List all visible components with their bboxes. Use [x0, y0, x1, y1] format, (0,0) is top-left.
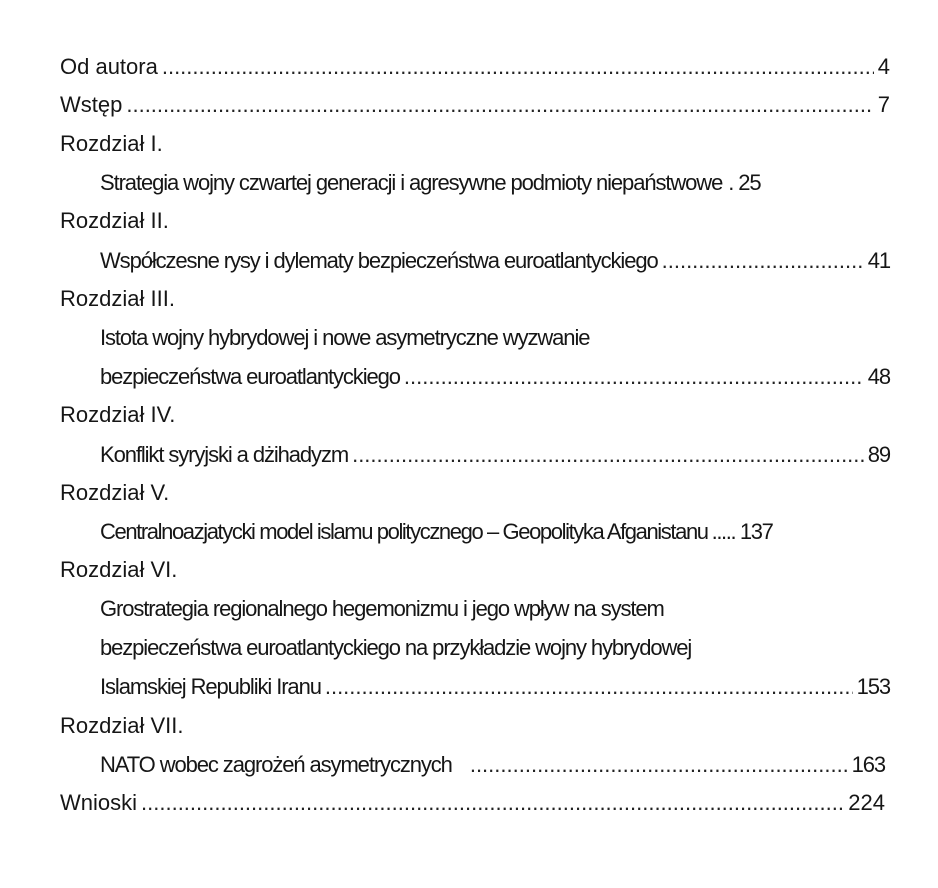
dot-leader: [470, 750, 848, 780]
chapter-label-7: Rozdział VII.: [60, 713, 184, 738]
toc-entry-title: Strategia wojny czwartej generacji i agresywne podmioty niepaństwowe: [100, 170, 723, 195]
toc-entry-title: Centralnoazjatycki model islamu politycznego – Geopolityka Afganistanu: [100, 519, 708, 544]
toc-entry-chapter-6-line-1: Grostrategia regionalnego hegemonizmu i jego wpływ na system: [100, 596, 664, 621]
dot-leader: [352, 440, 864, 470]
toc-entry-chapter-2: [100, 246, 890, 276]
toc-page-number: 48: [867, 364, 890, 389]
toc-entry-chapter-6: [100, 672, 890, 702]
toc-entry-title: Konflikt syryjski a dżihadyzm: [100, 442, 349, 467]
toc-entry-chapter-6-line-2: bezpieczeństwa euroatlantyckiego na przykładzie wojny hybrydowej: [100, 635, 692, 660]
toc-page-number: 4: [877, 54, 890, 79]
toc-entry-chapter-7: [100, 750, 885, 780]
toc-page-number: 41: [867, 248, 890, 273]
chapter-label-3: Rozdział III.: [60, 286, 175, 311]
toc-page-number: 153: [856, 674, 890, 699]
toc-entry-title: NATO wobec zagrożeń asymetrycznych: [100, 752, 452, 777]
toc-entry-title: Islamskiej Republiki Iranu: [100, 674, 321, 699]
chapter-label-4: Rozdział IV.: [60, 402, 176, 427]
dot-leader: [404, 362, 864, 392]
chapter-label-1: Rozdział I.: [60, 131, 163, 156]
toc-entry-wnioski: [60, 788, 885, 818]
chapter-label-5: Rozdział V.: [60, 480, 170, 505]
toc-page-number: . 25: [728, 170, 761, 195]
toc-entry-chapter-3-line-1: Istota wojny hybrydowej i nowe asymetryczne wyzwanie: [100, 325, 590, 350]
toc-page-number: ..... 137: [711, 519, 773, 544]
toc-page-number: 224: [848, 790, 885, 815]
toc-entry-title: Od autora: [60, 54, 158, 79]
toc-entry-chapter-1: [100, 168, 890, 198]
toc-entry-od-autora: [60, 52, 890, 82]
dot-leader: [662, 246, 864, 276]
toc-page-number: 7: [877, 92, 890, 117]
toc-entry-title: Wnioski: [60, 790, 138, 815]
toc-entry-chapter-4: [100, 440, 890, 470]
toc-page-number: 89: [867, 442, 890, 467]
toc-entry-chapter-5: [100, 517, 890, 547]
toc-entry-chapter-3: [100, 362, 890, 392]
toc-entry-title: bezpieczeństwa euroatlantyckiego: [100, 364, 400, 389]
toc-page-number: 163: [851, 752, 885, 777]
dot-leader: [325, 672, 853, 702]
chapter-label-2: Rozdział II.: [60, 208, 169, 233]
dot-leader: [141, 788, 844, 818]
chapter-label-6: Rozdział VI.: [60, 557, 178, 582]
toc-entry-title: Wstęp: [60, 92, 123, 117]
toc-entry-wstep: [60, 90, 890, 120]
dot-leader: [162, 52, 874, 82]
dot-leader: [126, 90, 873, 120]
toc-entry-title: Współczesne rysy i dylematy bezpieczeństwa euroatlantyckiego: [100, 248, 658, 273]
